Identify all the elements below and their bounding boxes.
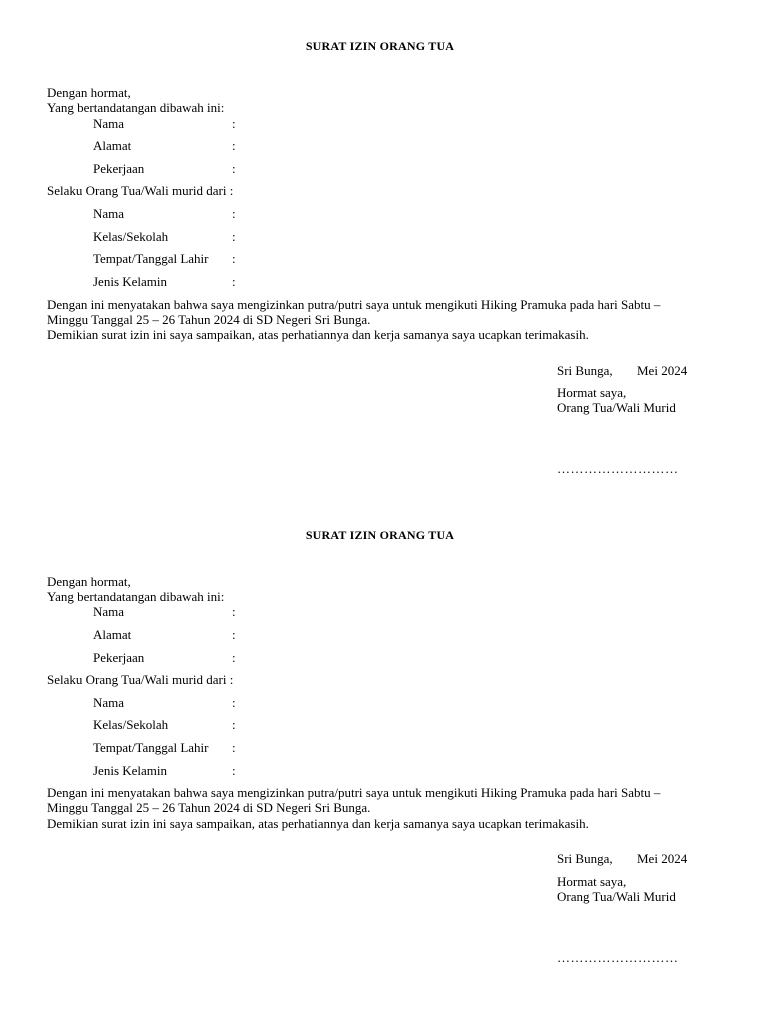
closing-sentence: Demikian surat izin ini saya sampaikan, atas perhatiannya dan kerja samanya saya ucapkan terimakasih. xyxy=(47,816,589,831)
permission-letter-2 xyxy=(0,489,768,979)
greeting: Dengan hormat, xyxy=(47,574,131,589)
statement-line-1: Dengan ini menyatakan bahwa saya mengizinkan putra/putri saya untuk mengikuti Hiking Pramuka pada hari Sabtu – xyxy=(47,297,661,312)
greeting: Dengan hormat, xyxy=(47,85,131,100)
month-year: Mei 2024 xyxy=(637,363,688,378)
student-class-colon: : xyxy=(232,717,236,732)
student-gender-label: Jenis Kelamin xyxy=(93,763,168,778)
parent-job-colon: : xyxy=(232,650,236,665)
parent-address-colon: : xyxy=(232,627,236,642)
signature-line: ……………………… xyxy=(557,461,679,476)
signer-intro: Yang bertandatangan dibawah ini: xyxy=(47,589,225,604)
student-name-label: Nama xyxy=(93,206,125,221)
student-class-colon: : xyxy=(232,229,236,244)
statement-paragraph xyxy=(47,785,715,815)
permission-letter-1 xyxy=(0,0,768,490)
student-gender-colon: : xyxy=(232,763,236,778)
signer-role: Orang Tua/Wali Murid xyxy=(557,400,676,415)
student-birth-colon: : xyxy=(232,251,236,266)
parent-address-colon: : xyxy=(232,138,236,153)
student-intro: Selaku Orang Tua/Wali murid dari : xyxy=(47,183,234,198)
parent-job-label: Pekerjaan xyxy=(93,161,145,176)
parent-name-colon: : xyxy=(232,116,236,131)
month-year: Mei 2024 xyxy=(637,851,688,866)
statement-line-2: Minggu Tanggal 25 – 26 Tahun 2024 di SD Negeri Sri Bunga. xyxy=(47,312,371,327)
letter-title: SURAT IZIN ORANG TUA xyxy=(305,39,455,53)
parent-address-label: Alamat xyxy=(93,627,132,642)
student-gender-label: Jenis Kelamin xyxy=(93,274,168,289)
student-gender-colon: : xyxy=(232,274,236,289)
student-birth-colon: : xyxy=(232,740,236,755)
parent-job-colon: : xyxy=(232,161,236,176)
student-birth-label: Tempat/Tanggal Lahir xyxy=(93,251,209,266)
student-intro: Selaku Orang Tua/Wali murid dari : xyxy=(47,672,234,687)
letter-title: SURAT IZIN ORANG TUA xyxy=(305,528,455,542)
student-name-colon: : xyxy=(232,206,236,221)
parent-address-label: Alamat xyxy=(93,138,132,153)
statement-line-1: Dengan ini menyatakan bahwa saya mengizinkan putra/putri saya untuk mengikuti Hiking Pramuka pada hari Sabtu – xyxy=(47,785,661,800)
student-class-label: Kelas/Sekolah xyxy=(93,717,169,732)
parent-job-label: Pekerjaan xyxy=(93,650,145,665)
parent-name-label: Nama xyxy=(93,116,125,131)
regards: Hormat saya, xyxy=(557,385,627,400)
student-name-colon: : xyxy=(232,695,236,710)
signer-intro: Yang bertandatangan dibawah ini: xyxy=(47,100,225,115)
student-name-label: Nama xyxy=(93,695,125,710)
statement-line-2: Minggu Tanggal 25 – 26 Tahun 2024 di SD Negeri Sri Bunga. xyxy=(47,800,371,815)
place: Sri Bunga, xyxy=(557,363,613,378)
signer-role: Orang Tua/Wali Murid xyxy=(557,889,676,904)
parent-name-label: Nama xyxy=(93,604,125,619)
regards: Hormat saya, xyxy=(557,874,627,889)
statement-paragraph xyxy=(47,297,715,327)
student-class-label: Kelas/Sekolah xyxy=(93,229,169,244)
student-birth-label: Tempat/Tanggal Lahir xyxy=(93,740,209,755)
place: Sri Bunga, xyxy=(557,851,613,866)
parent-name-colon: : xyxy=(232,604,236,619)
signature-line: ……………………… xyxy=(557,950,679,965)
closing-sentence: Demikian surat izin ini saya sampaikan, atas perhatiannya dan kerja samanya saya ucapkan terimakasih. xyxy=(47,327,589,342)
